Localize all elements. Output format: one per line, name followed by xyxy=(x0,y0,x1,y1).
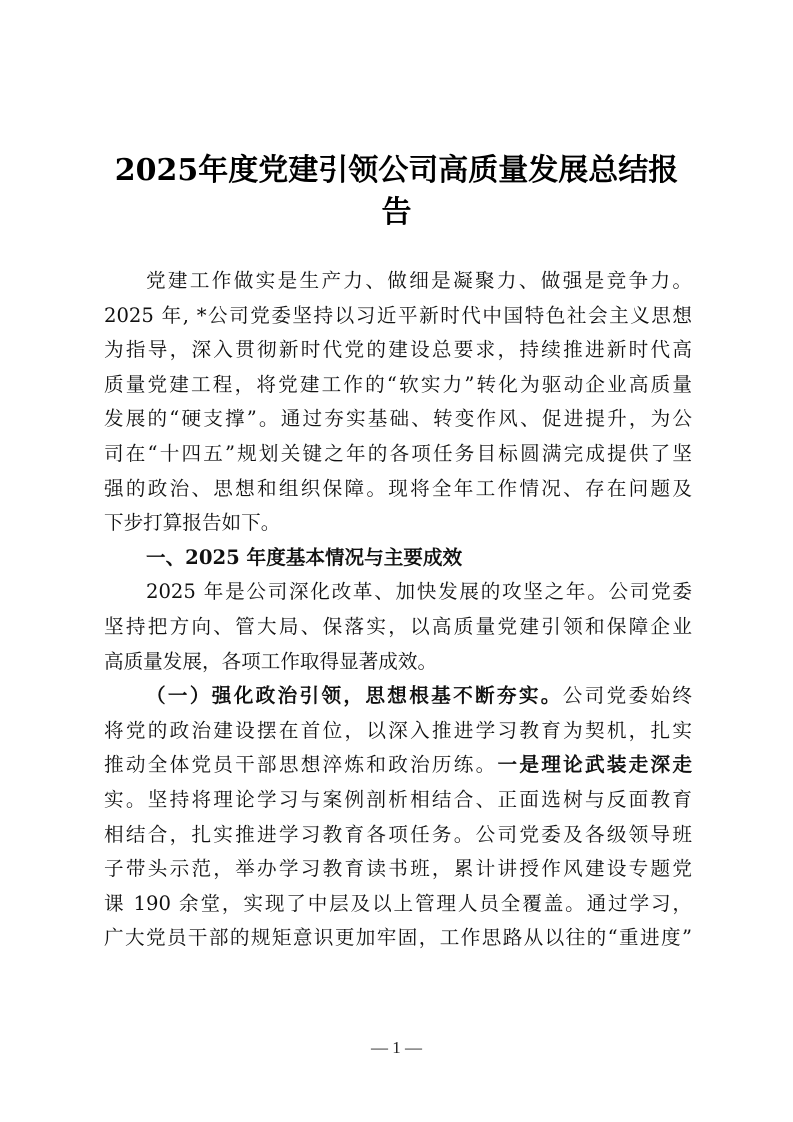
document-title xyxy=(96,150,697,234)
text-fragment: 推动全体党员干部思想淬炼和政治历练。 xyxy=(104,753,498,777)
text-line: 党建工作做实是生产力、做细是凝聚力、做强是竞争力。 xyxy=(146,269,692,292)
inline-bold-point: 一是理论武装走深走 xyxy=(497,753,693,777)
text-line: 发展的“硬支撑”。通过夯实基础、转变作风、促进提升，为公 xyxy=(104,407,692,431)
text-line: 为指导，深入贯彻新时代党的建设总要求，持续推进新时代高 xyxy=(104,338,692,362)
text-line: 课 190 余堂，实现了中层及以上管理人员全覆盖。通过学习， xyxy=(104,891,692,915)
text-line: 实。坚持将理论学习与案例剖析相结合、正面选树与反面教育 xyxy=(104,787,692,811)
document-body xyxy=(104,264,692,956)
text-line: 将党的政治建设摆在首位，以深入推进学习教育为契机，扎实 xyxy=(104,718,692,742)
heading-text: 一、2025 年度基本情况与主要成效 xyxy=(146,545,463,569)
text-line: 高质量发展，各项工作取得显著成效。 xyxy=(104,649,438,673)
text-line: 相结合，扎实推进学习教育各项任务。公司党委及各级领导班 xyxy=(104,822,692,846)
text-line: 坚持把方向、管大局、保落实，以高质量党建引领和保障企业 xyxy=(104,614,692,638)
text-line: 2025 年是公司深化改革、加快发展的攻坚之年。公司党委 xyxy=(146,580,692,604)
subsection-paragraph xyxy=(104,679,692,956)
text-line: 2025 年, *公司党委坚持以习近平新时代中国特色社会主义思想 xyxy=(104,303,692,327)
title-line-1: 2025年度党建引领公司高质量发展总结报 xyxy=(114,153,679,188)
intro-paragraph xyxy=(104,264,692,541)
page-number: — 1 — xyxy=(371,1038,422,1057)
text-line: 广大党员干部的规矩意识更加牢固，工作思路从以往的“重进度” xyxy=(104,926,692,950)
text-fragment: 公司党委始终 xyxy=(562,684,693,708)
text-line: 质量党建工程，将党建工作的“软实力”转化为驱动企业高质量 xyxy=(104,372,692,396)
text-line: 司在“十四五”规划关键之年的各项任务目标圆满完成提供了坚 xyxy=(104,441,692,465)
text-line: 下步打算报告如下。 xyxy=(104,511,281,535)
text-line xyxy=(104,679,692,714)
title-line-2: 告 xyxy=(381,195,412,230)
subsection-heading: （一）强化政治引领，思想根基不断夯实。 xyxy=(146,684,563,708)
text-line: 子带头示范，举办学习教育读书班，累计讲授作风建设专题党 xyxy=(104,857,692,881)
text-line: 强的政治、思想和组织保障。现将全年工作情况、存在问题及 xyxy=(104,476,692,500)
section-heading xyxy=(104,541,692,576)
summary-paragraph xyxy=(104,575,692,679)
text-line xyxy=(104,748,692,783)
